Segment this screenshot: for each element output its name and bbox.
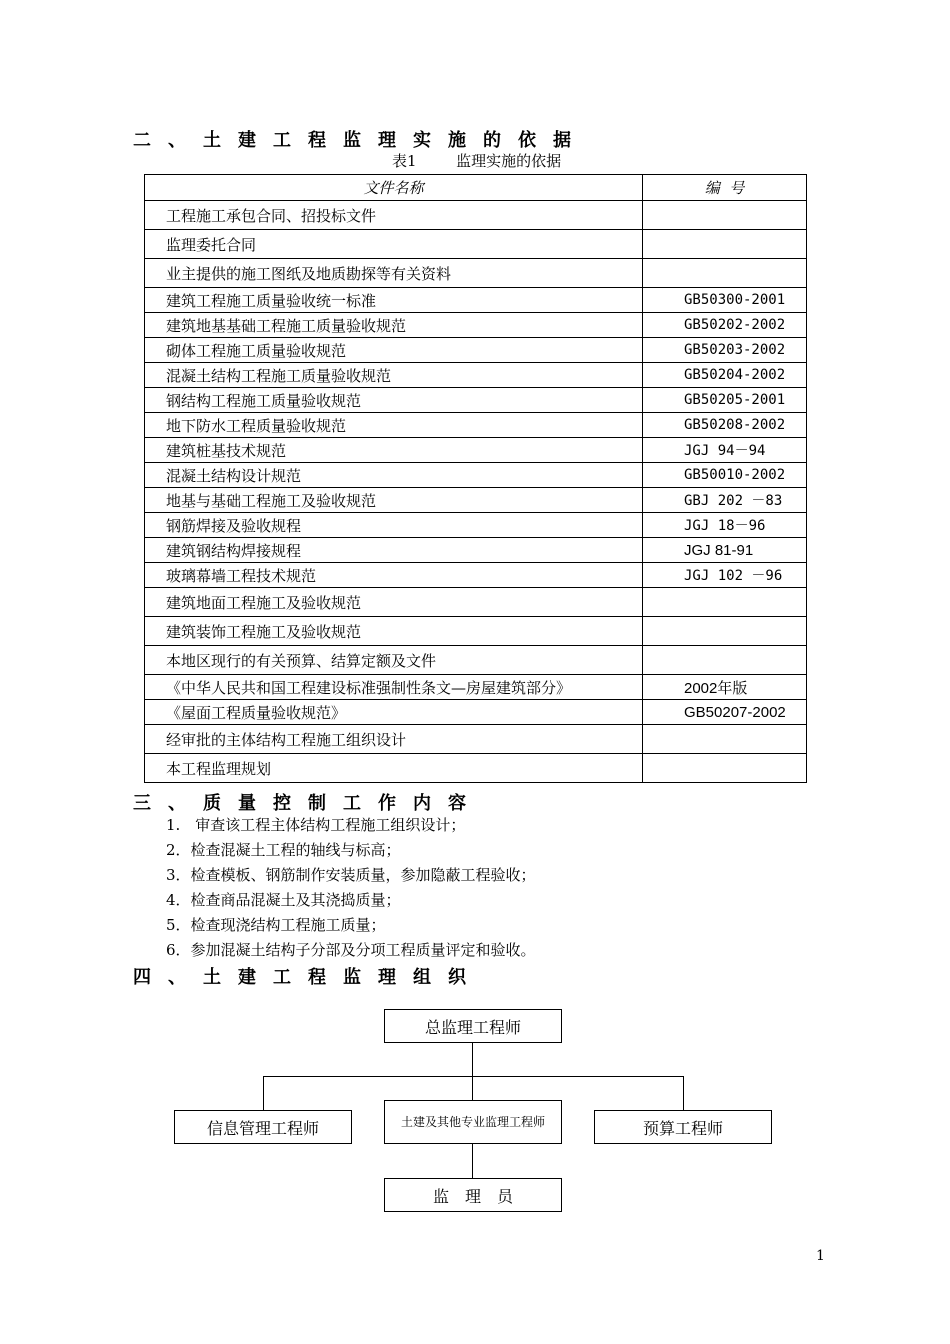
document-code-cell: JGJ 18－96 <box>643 513 807 538</box>
table-row <box>145 754 807 783</box>
document-name-cell: 本工程监理规划 <box>145 754 643 783</box>
document-name-cell: 玻璃幕墙工程技术规范 <box>145 563 643 588</box>
document-code-cell: JGJ 94－94 <box>643 438 807 463</box>
document-name-cell: 钢结构工程施工质量验收规范 <box>145 388 643 413</box>
document-code-cell: GBJ 202 －83 <box>643 488 807 513</box>
table-row <box>145 700 807 725</box>
document-code-cell <box>643 259 807 288</box>
basis-table <box>144 174 807 783</box>
document-name-cell: 监理委托合同 <box>145 230 643 259</box>
connector-civil-supervisor <box>472 1143 473 1178</box>
quality-control-list <box>166 814 536 964</box>
connector-chief-down <box>472 1042 473 1077</box>
document-name-cell: 建筑装饰工程施工及验收规范 <box>145 617 643 646</box>
document-code-cell: GB50300-2001 <box>643 288 807 313</box>
section-3-heading: 三、质量控制工作内容 <box>133 793 483 814</box>
connector-civil <box>472 1076 473 1100</box>
list-item: 1. 审查该工程主体结构工程施工组织设计； <box>166 816 466 834</box>
table-row <box>145 588 807 617</box>
document-code-cell <box>643 725 807 754</box>
column-header-code: 编 号 <box>643 175 807 201</box>
table-row <box>145 413 807 438</box>
document-code-cell: JGJ 102 －96 <box>643 563 807 588</box>
table-row <box>145 488 807 513</box>
list-item: 3．检查模板、钢筋制作安装质量，参加隐蔽工程验收； <box>166 866 536 884</box>
section-2-heading: 二、土建工程监理实施的依据 <box>133 130 588 151</box>
document-code-cell: GB50204-2002 <box>643 363 807 388</box>
budget-engineer-box: 预算工程师 <box>594 1110 772 1144</box>
document-code-cell <box>643 230 807 259</box>
table-row <box>145 617 807 646</box>
connector-info <box>263 1076 264 1110</box>
section-4-heading: 四、土建工程监理组织 <box>133 967 483 988</box>
document-code-cell: GB50208-2002 <box>643 413 807 438</box>
document-name-cell: 建筑钢结构焊接规程 <box>145 538 643 563</box>
document-code-cell: 2002年版 <box>643 675 807 700</box>
list-item: 6．参加混凝土结构子分部及分项工程质量评定和验收。 <box>166 941 536 959</box>
document-name-cell: 地基与基础工程施工及验收规范 <box>145 488 643 513</box>
table-row <box>145 513 807 538</box>
table-row <box>145 438 807 463</box>
table-row <box>145 388 807 413</box>
table-row <box>145 201 807 230</box>
document-name-cell: 地下防水工程质量验收规范 <box>145 413 643 438</box>
document-name-cell: 本地区现行的有关预算、结算定额及文件 <box>145 646 643 675</box>
document-code-cell <box>643 201 807 230</box>
connector-horizontal <box>263 1076 684 1077</box>
document-name-cell: 《中华人民共和国工程建设标准强制性条文—房屋建筑部分》 <box>145 675 643 700</box>
list-item: 5．检查现浇结构工程施工质量； <box>166 916 386 934</box>
connector-budget <box>683 1076 684 1110</box>
document-code-cell: GB50203-2002 <box>643 338 807 363</box>
table-caption-number: 表1 <box>392 152 417 170</box>
document-name-cell: 建筑地基基础工程施工质量验收规范 <box>145 313 643 338</box>
page-number: 1 <box>816 1248 825 1264</box>
document-name-cell: 建筑工程施工质量验收统一标准 <box>145 288 643 313</box>
table-row <box>145 463 807 488</box>
document-name-cell: 建筑地面工程施工及验收规范 <box>145 588 643 617</box>
document-name-cell: 混凝土结构设计规范 <box>145 463 643 488</box>
civil-engineer-box: 土建及其他专业监理工程师 <box>384 1100 562 1144</box>
document-code-cell <box>643 754 807 783</box>
table-row <box>145 259 807 288</box>
table-row <box>145 725 807 754</box>
info-engineer-box: 信息管理工程师 <box>174 1110 352 1144</box>
document-name-cell: 经审批的主体结构工程施工组织设计 <box>145 725 643 754</box>
document-name-cell: 混凝土结构工程施工质量验收规范 <box>145 363 643 388</box>
table-row <box>145 538 807 563</box>
document-code-cell: GB50205-2001 <box>643 388 807 413</box>
table-caption-title: 监理实施的依据 <box>456 152 562 170</box>
table-row <box>145 646 807 675</box>
table-row <box>145 288 807 313</box>
table-row <box>145 338 807 363</box>
document-name-cell: 《屋面工程质量验收规范》 <box>145 700 643 725</box>
document-code-cell: GB50207-2002 <box>643 700 807 725</box>
column-header-name: 文件名称 <box>145 175 643 201</box>
document-code-cell <box>643 617 807 646</box>
table-row <box>145 230 807 259</box>
document-name-cell: 钢筋焊接及验收规程 <box>145 513 643 538</box>
document-name-cell: 工程施工承包合同、招投标文件 <box>145 201 643 230</box>
table-row <box>145 563 807 588</box>
list-item: 2．检查混凝土工程的轴线与标高； <box>166 841 401 859</box>
chief-engineer-box: 总监理工程师 <box>384 1009 562 1043</box>
document-code-cell <box>643 646 807 675</box>
document-code-cell: JGJ 81-91 <box>643 538 807 563</box>
document-code-cell <box>643 588 807 617</box>
document-code-cell: GB50202-2002 <box>643 313 807 338</box>
supervisor-box: 监 理 员 <box>384 1178 562 1212</box>
document-name-cell: 砌体工程施工质量验收规范 <box>145 338 643 363</box>
table-caption <box>392 150 561 171</box>
document-code-cell: GB50010-2002 <box>643 463 807 488</box>
table-row <box>145 675 807 700</box>
list-item: 4．检查商品混凝土及其浇捣质量； <box>166 891 401 909</box>
table-row <box>145 313 807 338</box>
document-name-cell: 建筑桩基技术规范 <box>145 438 643 463</box>
table-row <box>145 363 807 388</box>
document-name-cell: 业主提供的施工图纸及地质勘探等有关资料 <box>145 259 643 288</box>
